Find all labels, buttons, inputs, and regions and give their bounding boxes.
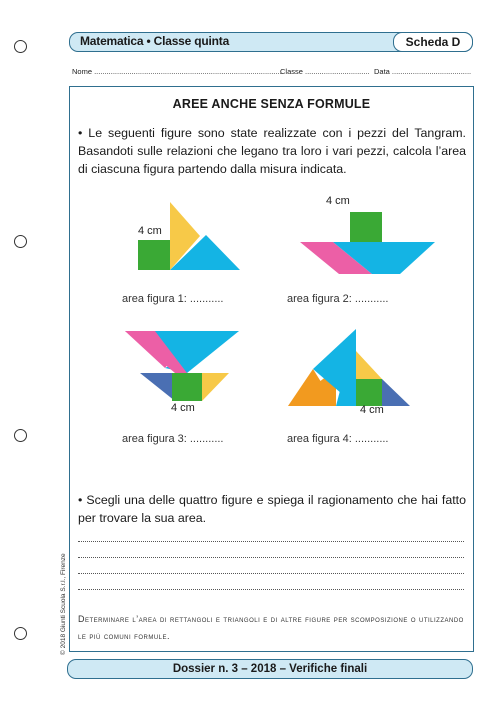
figure-4 [288, 329, 413, 409]
question: • Scegli una delle quattro figure e spiega il ragionamento che hai fatto per trovare la sua area. [78, 493, 466, 525]
objective-note: Determinare l’area di rettangoli e triangoli e di altre figure per scomposizione o utilizzando le più comuni formule. [78, 614, 464, 641]
header-tag: Scheda D [393, 32, 473, 52]
figure-3-measure: 4 cm [171, 402, 195, 414]
name-field[interactable]: Nome .......................................................................................... [72, 67, 282, 76]
header-title: Matematica • Classe quinta [80, 34, 230, 48]
figure-3 [125, 331, 245, 403]
green-square [138, 240, 170, 270]
figure-2-measure: 4 cm [326, 195, 350, 207]
answer-line[interactable] [78, 557, 464, 558]
date-field[interactable]: Data ...................................... [374, 67, 472, 76]
green-square [172, 373, 202, 401]
worksheet-title: AREE ANCHE SENZA FORMULE [172, 97, 371, 111]
figure-4-area-label: area figura 4: ........... [287, 433, 389, 445]
blue-triangle [382, 379, 410, 406]
footer-bar: Dossier n. 3 – 2018 – Verifiche finali [67, 659, 473, 679]
binder-hole [14, 40, 27, 53]
green-square [356, 379, 382, 406]
green-square [350, 212, 382, 242]
binder-hole [14, 235, 27, 248]
blue-triangle [140, 373, 175, 401]
worksheet-frame [69, 86, 474, 652]
header-bar [69, 32, 473, 52]
yellow-triangle [356, 351, 382, 379]
class-field[interactable]: Classe ............................... [280, 67, 370, 76]
answer-line[interactable] [78, 541, 464, 542]
figure-2 [300, 212, 440, 277]
figure-3-area-label: area figura 3: ........... [122, 433, 224, 445]
figure-1-measure: 4 cm [138, 225, 162, 237]
binder-hole [14, 429, 27, 442]
figure-4-measure: 4 cm [360, 404, 384, 416]
answer-line[interactable] [78, 573, 464, 574]
copyright-text: © 2018 Giunti Scuola S.r.l., Firenze [60, 553, 67, 655]
binder-hole [14, 627, 27, 640]
instructions: • Le seguenti figure sono state realizzate con i pezzi del Tangram. Basandoti sulle relazioni che legano tra loro i vari pezzi, calcola l’area di ciascuna figura partendo dalla misura indicata. [78, 126, 466, 176]
figure-1-area-label: area figura 1: ........... [122, 293, 224, 305]
yellow-triangle [202, 373, 229, 401]
answer-line[interactable] [78, 589, 464, 590]
figure-2-area-label: area figura 2: ........... [287, 293, 389, 305]
